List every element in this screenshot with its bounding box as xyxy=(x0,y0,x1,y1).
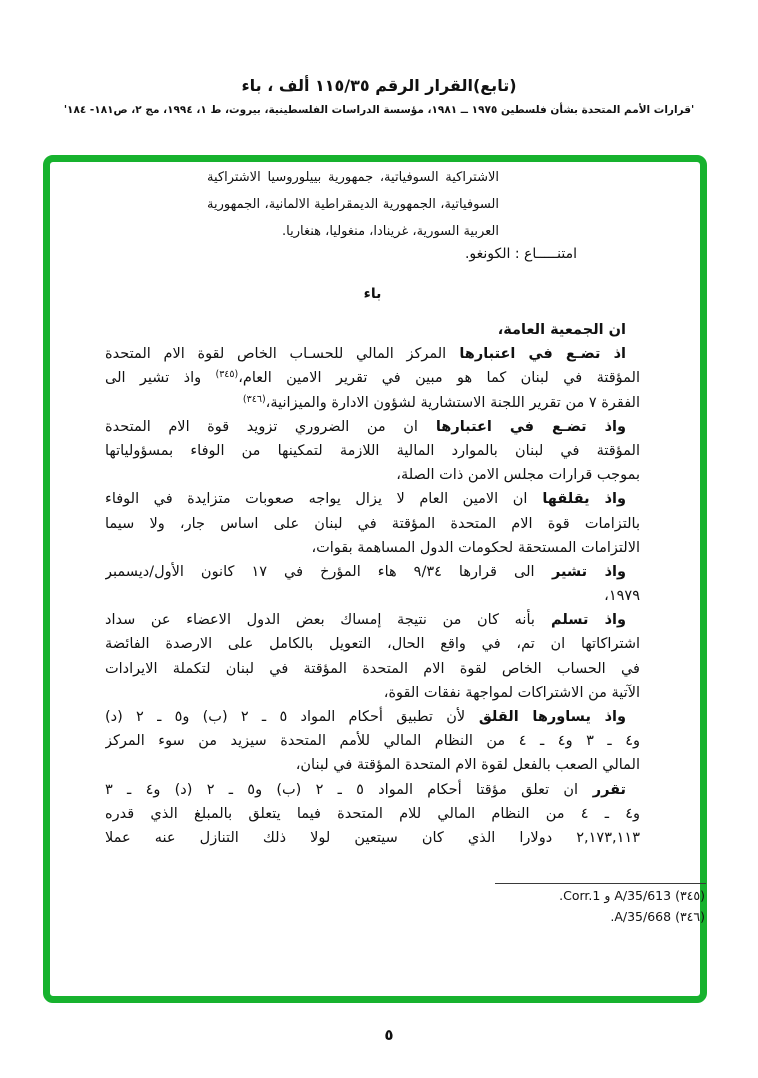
vote-line: العربية السورية، غرينادا، منغوليا، هنغاريا. xyxy=(282,224,499,239)
body-line xyxy=(105,705,640,729)
body-line xyxy=(105,584,640,608)
body-line xyxy=(105,318,640,342)
vote-line: السوفياتية، الجمهورية الديمقراطية الالمانية، الجمهورية xyxy=(207,197,499,212)
page-number: ٥ xyxy=(384,1026,394,1044)
body-line xyxy=(105,366,640,390)
body-line xyxy=(105,657,640,681)
body-text-segment: اشتراكاتها ان تم، في واقع الحال، التعويل بالكامل على الارصدة الفائضة xyxy=(105,636,640,653)
lead-in-phrase: واذ يقلقها xyxy=(527,491,626,508)
lead-in-phrase: تقرر xyxy=(578,781,626,798)
footnote-line: (٣٤٦) A/35/668. xyxy=(610,908,705,924)
body-line xyxy=(105,342,640,366)
body-text-segment: الى قرارها ٩/٣٤ هاء المؤرخ في ١٧ كانون الأول/ديسمبر xyxy=(105,563,535,580)
body-text-segment: لأن تطبيق أحكام المواد ٥ ـ ٢ (ب) و٥ ـ ٢ (د) xyxy=(105,709,466,725)
section-heading-ba: باء xyxy=(363,286,382,302)
body-text-segment: ان الامين العام لا يزال يواجه صعوبات متزايدة في الوفاء xyxy=(105,491,528,508)
body-line xyxy=(105,439,640,463)
body-text-segment: ٢,١٧٣,١١٣ دولارا الذي كان سيتعين لولا ذلك التنازل عنه عملا xyxy=(105,829,640,846)
body-text-segment: واذ تشير الى xyxy=(105,370,216,387)
body-text-segment: الالتزامات المستحقة لحكومات الدول المساهمة بقوات، xyxy=(311,539,640,556)
body-text-segment: و٤ ـ ٣ و٤ ـ ٤ من النظام المالي للأمم المتحدة سيزيد من سوء المركز xyxy=(105,733,640,750)
body-text-segment: ١٩٧٩، xyxy=(604,588,640,605)
body-line xyxy=(105,536,640,560)
body-line xyxy=(105,681,640,705)
body-line xyxy=(105,826,640,850)
vote-line: الاشتراكية السوفياتية، جمهورية بييلوروسيا الاشتراكية xyxy=(207,170,499,185)
body-text-segment: بموجب قرارات مجلس الامن ذات الصلة، xyxy=(396,467,640,484)
body-text-segment: و٤ ـ ٤ من النظام المالي للام المتحدة فيما يتعلق بالمبلغ الذي قدره xyxy=(105,805,640,822)
lead-in-phrase: اذ تضـع في اعتبارها xyxy=(446,346,626,363)
footnote-line: (٣٤٥) A/35/613 و Corr.1. xyxy=(559,888,705,903)
body-text-segment: بالتزامات قوة الام المتحدة المؤقتة في لبنان على اساس جار، ولا سيما xyxy=(105,515,640,532)
body-line xyxy=(105,463,640,487)
body-line xyxy=(105,632,640,656)
lead-in-phrase: واذ تشير xyxy=(534,563,626,580)
lead-in-phrase: واذ تسلم xyxy=(534,612,626,629)
body-text-segment: الفقرة ٧ من تقرير اللجنة الاستشارية لشؤون الادارة والميزانية، xyxy=(265,394,640,411)
lead-in-phrase: واذ تضـع في اعتبارها xyxy=(417,418,626,435)
footnote-marker: (٣٤٦) xyxy=(242,393,266,405)
body-line xyxy=(105,753,640,777)
source-citation: 'قرارات الأمم المتحدة بشأن فلسطين ١٩٧٥ ــ ١٩٨١، مؤسسة الدراسات الفلسطينية، بيروت، ط ١، ١٩٩٤، مج ٢، ص١٨١- ١٨٤' xyxy=(63,104,695,116)
abstention-line: امتنـــــاع : الكونغو. xyxy=(464,246,577,262)
body-line xyxy=(105,560,640,584)
body-line xyxy=(105,512,640,536)
body-text-segment: في الحساب الخاص لقوة الام المتحدة المؤقتة في لبنان لتكملة الايرادات xyxy=(105,660,640,677)
body-text-segment: المركز المالي للحسـاب الخاص لقوة الام المتحدة xyxy=(105,346,447,363)
footnote-marker: (٣٤٥) xyxy=(215,369,239,381)
body-text-segment: ان تعلق مؤقتا أحكام المواد ٥ ـ ٢ (ب) و٥ ـ ٢ (د) و٤ ـ ٣ xyxy=(105,781,579,798)
body-line xyxy=(105,802,640,826)
body-line xyxy=(105,487,640,511)
body-line xyxy=(105,608,640,632)
page-title: (تابع)القرار الرقم ١١٥/٣٥ ألف ، باء xyxy=(241,76,517,95)
body-line xyxy=(105,729,640,753)
body-text-segment: المؤقتة في لبنان كما هو مبين في تقرير الامين العام، xyxy=(238,370,640,387)
body-text-segment: بأنه كان من نتيجة إمساك بعض الدول الاعضاء عن سداد xyxy=(105,612,535,629)
lead-in-phrase: واذ يساورها القلق xyxy=(465,709,627,725)
body-text-segment: المالي الصعب بالفعل لقوة الام المتحدة المؤقتة في لبنان، xyxy=(295,757,640,774)
body-text-segment: الآتية من الاشتراكات لمواجهة نفقات القوة، xyxy=(383,684,640,701)
footnote-separator xyxy=(495,883,706,884)
lead-in-phrase: ان الجمعية العامة، xyxy=(497,322,626,338)
footnotes xyxy=(559,886,705,927)
vote-continuation xyxy=(207,164,499,245)
resolution-body xyxy=(105,318,640,850)
body-text-segment: ان من الضروري تزويد قوة الام المتحدة xyxy=(105,418,418,435)
body-text-segment: المؤقتة في لبنان بالموارد المالية اللازمة لتمكينها من الوفاء بمسؤولياتها xyxy=(105,442,640,459)
body-line xyxy=(105,391,640,415)
body-line xyxy=(105,778,640,802)
body-line xyxy=(105,415,640,439)
